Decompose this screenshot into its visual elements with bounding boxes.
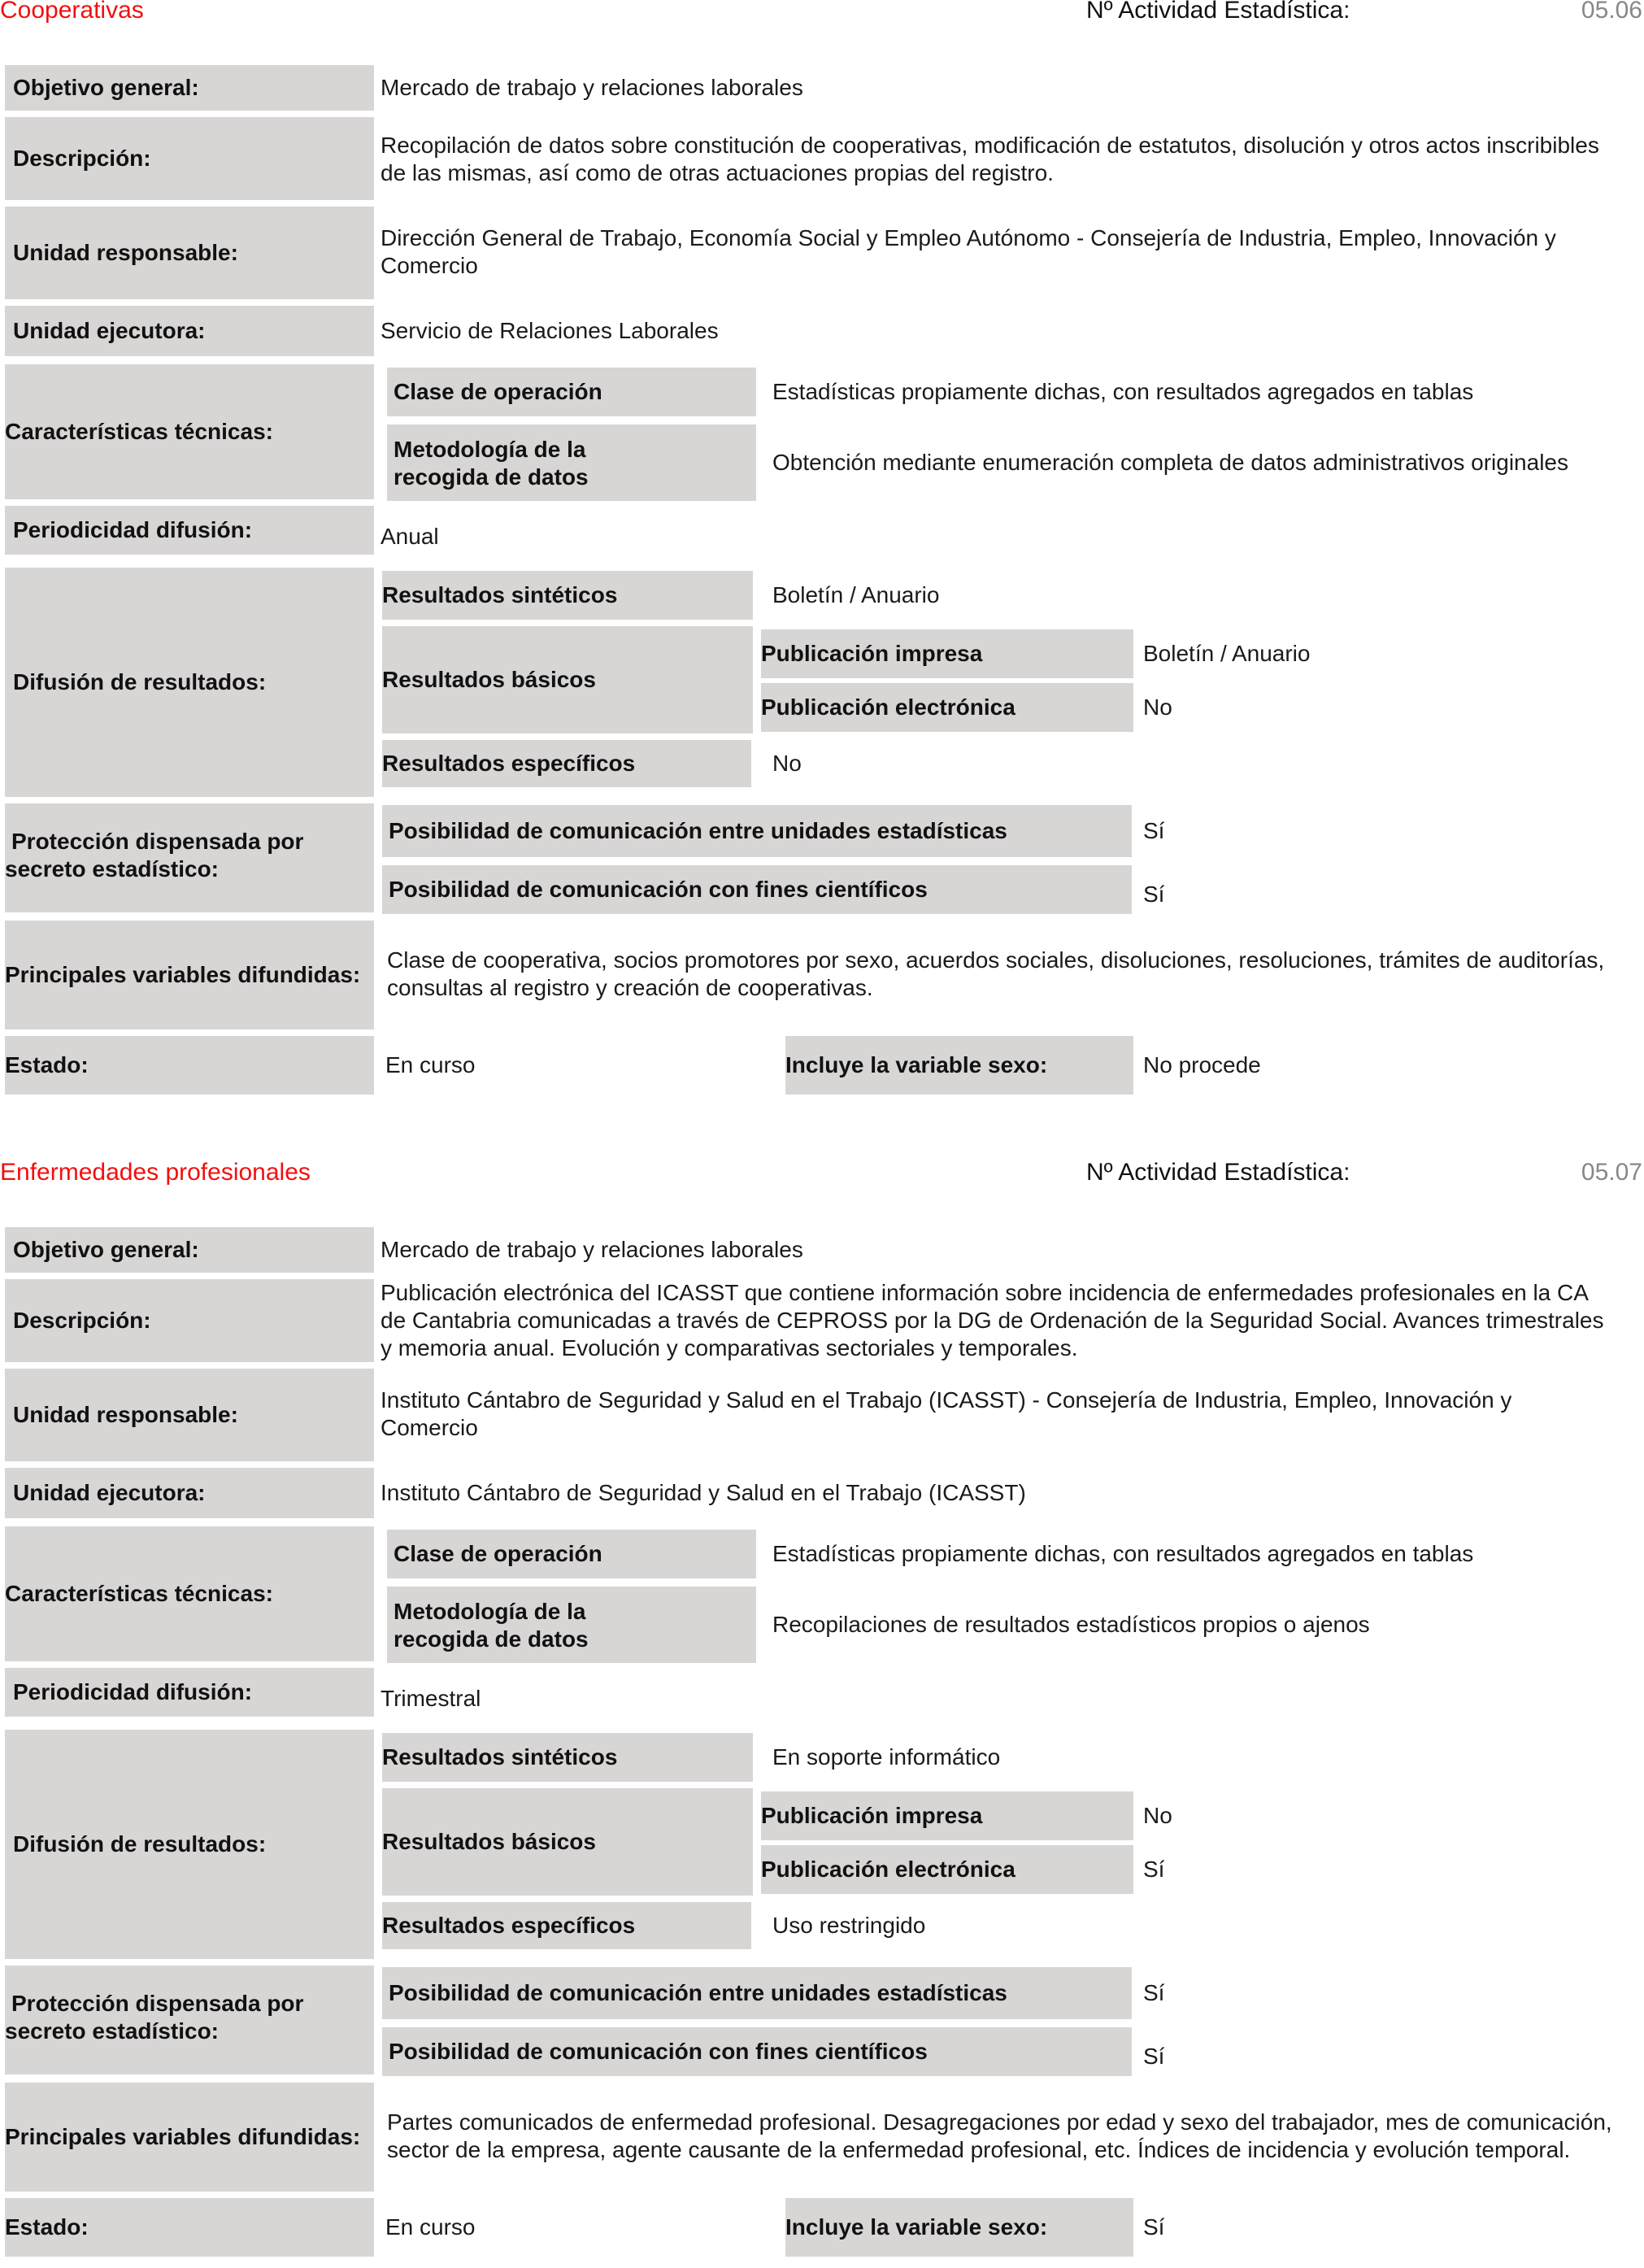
impresa-label: Publicación impresa <box>761 1791 1133 1840</box>
estado-value: En curso <box>385 2214 476 2240</box>
sinteticos-label: Resultados sintéticos <box>382 1733 753 1782</box>
clase-operacion-label: Clase de operación <box>387 368 756 416</box>
com-unidades-value: Sí <box>1143 818 1165 843</box>
sinteticos-label: Resultados sintéticos <box>382 571 753 620</box>
objetivo-value: Mercado de trabajo y relaciones laborales <box>381 75 803 100</box>
estado-label: Estado: <box>5 1036 374 1095</box>
impresa-value: Boletín / Anuario <box>1143 641 1311 666</box>
metodologia-label: Metodología de la recogida de datos <box>387 1587 756 1663</box>
clase-operacion-value: Estadísticas propiamente dichas, con resultados agregados en tablas <box>772 1541 1474 1566</box>
caracteristicas-label: Características técnicas: <box>5 1526 374 1661</box>
especificos-label: Resultados específicos <box>382 740 751 787</box>
activity-title: Enfermedades profesionales <box>0 1159 311 1186</box>
electronica-value: Sí <box>1143 1857 1165 1882</box>
clase-operacion-label: Clase de operación <box>387 1530 756 1578</box>
variables-value: Clase de cooperativa, socios promotores por sexo, acuerdos sociales, disoluciones, resoluciones, trámites de auditorías, consultas al registro y creación de cooperativas. <box>387 947 1605 1000</box>
estado-label: Estado: <box>5 2198 374 2257</box>
com-cientificos-value: Sí <box>1143 882 1165 907</box>
basicos-label: Resultados básicos <box>382 626 753 734</box>
impresa-label: Publicación impresa <box>761 629 1133 678</box>
periodicidad-value: Trimestral <box>381 1686 481 1711</box>
caracteristicas-label: Características técnicas: <box>5 364 374 499</box>
periodicidad-label: Periodicidad difusión: <box>5 506 374 555</box>
especificos-value: No <box>772 751 802 776</box>
periodicidad-value: Anual <box>381 524 439 549</box>
sinteticos-value: En soporte informático <box>772 1744 1001 1770</box>
proteccion-label: Protección dispensada por secreto estadístico: <box>5 1965 374 2074</box>
unidad-responsable-value: Dirección General de Trabajo, Economía Social y Empleo Autónomo - Consejería de Industria, Empleo, Innovación y Comercio <box>381 225 1556 278</box>
sexo-label: Incluye la variable sexo: <box>785 1036 1133 1095</box>
unidad-ejecutora-value: Servicio de Relaciones Laborales <box>381 318 719 343</box>
metodologia-value: Obtención mediante enumeración completa de datos administrativos originales <box>772 450 1568 475</box>
proteccion-label: Protección dispensada por secreto estadístico: <box>5 803 374 912</box>
activity-section <box>0 1159 1644 2268</box>
activity-number: 05.06 <box>1581 0 1642 24</box>
unidad-ejecutora-value: Instituto Cántabro de Seguridad y Salud en el Trabajo (ICASST) <box>381 1480 1026 1505</box>
especificos-value: Uso restringido <box>772 1913 926 1938</box>
activity-section <box>0 0 1644 1106</box>
objetivo-label: Objetivo general: <box>5 65 374 111</box>
com-cientificos-label: Posibilidad de comunicación con fines científicos <box>382 865 1132 914</box>
unidad-responsable-label: Unidad responsable: <box>5 1369 374 1461</box>
sexo-value: No procede <box>1143 1052 1261 1077</box>
metodologia-value: Recopilaciones de resultados estadísticos propios o ajenos <box>772 1612 1370 1637</box>
com-unidades-value: Sí <box>1143 1980 1165 2005</box>
sexo-value: Sí <box>1143 2214 1165 2240</box>
difusion-label: Difusión de resultados: <box>5 568 374 797</box>
variables-label: Principales variables difundidas: <box>5 2083 374 2192</box>
unidad-ejecutora-label: Unidad ejecutora: <box>5 1468 374 1518</box>
variables-value: Partes comunicados de enfermedad profesional. Desagregaciones por edad y sexo del trabajador, mes de comunicación, sector de la empresa, agente causante de la enfermedad profesional, etc. Índices de incidencia y evolución temporal. <box>387 2109 1612 2162</box>
basicos-label: Resultados básicos <box>382 1788 753 1896</box>
activity-title: Cooperativas <box>0 0 144 24</box>
descripcion-value: Recopilación de datos sobre constitución de cooperativas, modificación de estatutos, disolución y otros actos inscribibles de las mismas, así como de otras actuaciones propias del registro. <box>381 133 1599 185</box>
variables-label: Principales variables difundidas: <box>5 921 374 1030</box>
especificos-label: Resultados específicos <box>382 1902 751 1949</box>
descripcion-label: Descripción: <box>5 1279 374 1362</box>
com-cientificos-value: Sí <box>1143 2044 1165 2069</box>
objetivo-value: Mercado de trabajo y relaciones laborales <box>381 1237 803 1262</box>
difusion-label: Difusión de resultados: <box>5 1730 374 1959</box>
electronica-value: No <box>1143 694 1172 720</box>
clase-operacion-value: Estadísticas propiamente dichas, con resultados agregados en tablas <box>772 379 1474 404</box>
electronica-label: Publicación electrónica <box>761 683 1133 732</box>
sinteticos-value: Boletín / Anuario <box>772 582 940 607</box>
com-unidades-label: Posibilidad de comunicación entre unidades estadísticas <box>382 805 1132 857</box>
activity-number: 05.07 <box>1581 1159 1642 1186</box>
sexo-label: Incluye la variable sexo: <box>785 2198 1133 2257</box>
periodicidad-label: Periodicidad difusión: <box>5 1668 374 1717</box>
unidad-responsable-value: Instituto Cántabro de Seguridad y Salud en el Trabajo (ICASST) - Consejería de Industria, Empleo, Innovación y Comercio <box>381 1387 1512 1440</box>
activity-number-label: Nº Actividad Estadística: <box>1086 0 1350 24</box>
unidad-responsable-label: Unidad responsable: <box>5 207 374 299</box>
estado-value: En curso <box>385 1052 476 1077</box>
electronica-label: Publicación electrónica <box>761 1845 1133 1894</box>
activity-number-label: Nº Actividad Estadística: <box>1086 1159 1350 1186</box>
unidad-ejecutora-label: Unidad ejecutora: <box>5 306 374 356</box>
objetivo-label: Objetivo general: <box>5 1227 374 1273</box>
com-unidades-label: Posibilidad de comunicación entre unidades estadísticas <box>382 1967 1132 2019</box>
impresa-value: No <box>1143 1803 1172 1828</box>
descripcion-label: Descripción: <box>5 117 374 200</box>
com-cientificos-label: Posibilidad de comunicación con fines científicos <box>382 2027 1132 2076</box>
descripcion-value: Publicación electrónica del ICASST que contiene información sobre incidencia de enfermedades profesionales en la CA de Cantabria comunicadas a través de CEPROSS por la DG de Ordenación de la Seguridad Social. Avances trimestrales y memoria anual. Evolución y comparativas sectoriales y temporales. <box>381 1280 1604 1360</box>
metodologia-label: Metodología de la recogida de datos <box>387 424 756 501</box>
